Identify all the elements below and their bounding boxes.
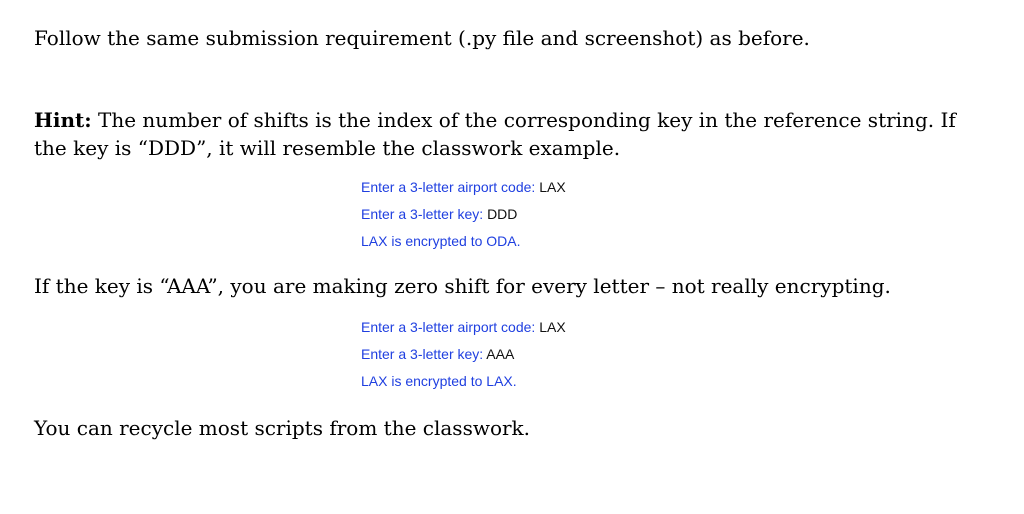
airport-input-value: LAX — [539, 319, 566, 335]
airport-prompt: Enter a 3-letter airport code: — [361, 319, 540, 335]
airport-prompt: Enter a 3-letter airport code: — [361, 179, 540, 195]
zero-shift-paragraph: If the key is “AAA”, you are making zero shift for every letter – not really encrypting. — [34, 274, 891, 298]
console-example-ddd — [361, 174, 566, 255]
key-prompt: Enter a 3-letter key: — [361, 206, 488, 222]
recycle-scripts-paragraph: You can recycle most scripts from the classwork. — [34, 416, 531, 440]
console-output: LAX is encrypted to ODA. — [361, 233, 521, 249]
console-line-key — [361, 201, 566, 228]
console-line-airport — [361, 314, 566, 341]
console-output: LAX is encrypted to LAX. — [361, 373, 517, 389]
console-example-aaa — [361, 314, 566, 395]
hint-paragraph — [34, 106, 994, 162]
console-line-airport — [361, 174, 566, 201]
key-prompt: Enter a 3-letter key: — [361, 346, 487, 362]
hint-label: Hint: — [34, 108, 92, 132]
key-input-value: DDD — [487, 206, 518, 222]
airport-input-value: LAX — [539, 179, 566, 195]
submission-instruction: Follow the same submission requirement (.py file and screenshot) as before. — [34, 26, 810, 50]
hint-text: The number of shifts is the index of the corresponding key in the reference string. If the key is “DDD”, it will resemble the classwork example. — [34, 108, 956, 160]
console-line-key — [361, 341, 566, 368]
key-input-value: AAA — [486, 346, 515, 362]
